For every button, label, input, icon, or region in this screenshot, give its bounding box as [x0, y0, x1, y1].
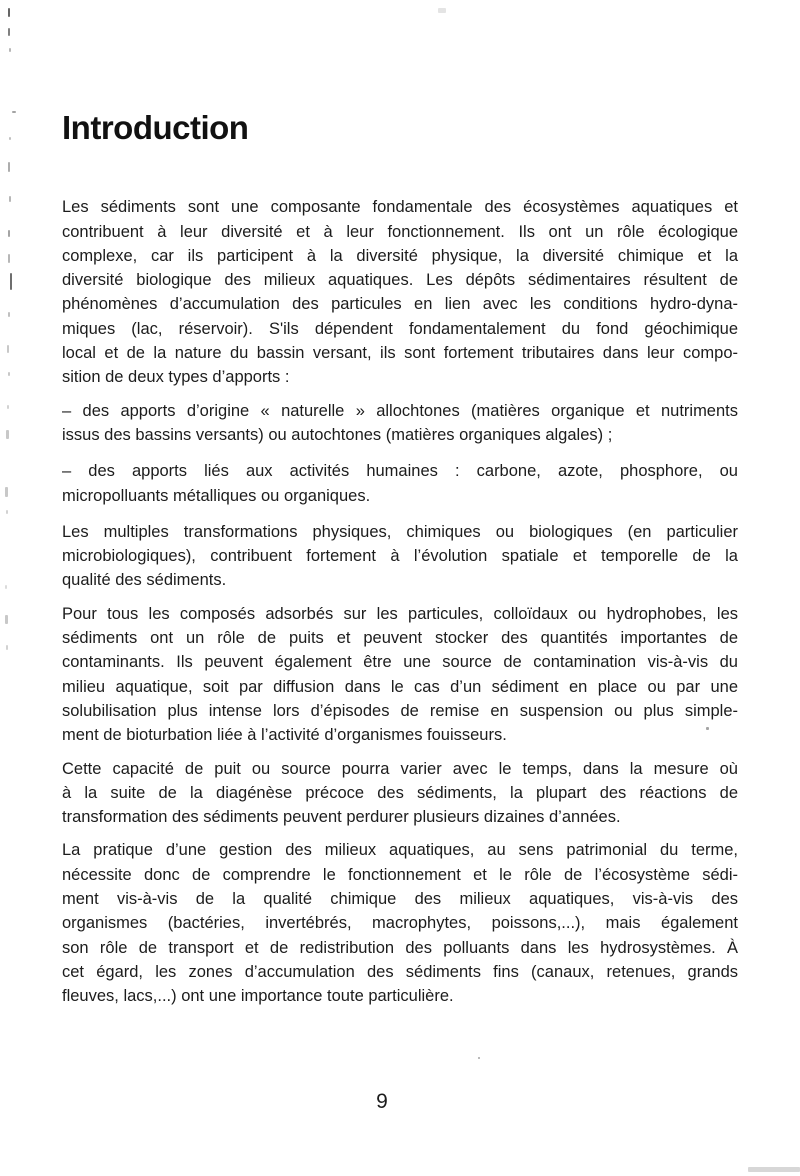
scan-speck	[9, 196, 11, 202]
text-line: qualité des sédiments.	[62, 571, 227, 590]
text-line: – des apports liés aux activités humaines : carbone, azote, phosphore, ou	[62, 462, 738, 481]
text-line: La pratique d’une gestion des milieux aquatiques, au sens patrimonial du terme,	[62, 841, 738, 860]
scan-speck	[8, 28, 10, 36]
scan-speck	[5, 585, 7, 589]
scan-speck	[478, 1057, 480, 1059]
text-line: organismes (bactéries, invertébrés, macrophytes, poissons,...), mais également	[62, 914, 738, 933]
text-line: phénomènes d’accumulation des particules en lien avec les conditions hydro-dyna-	[62, 295, 738, 314]
scan-speck	[8, 162, 10, 172]
scan-speck	[9, 48, 11, 52]
text-line: Cette capacité de puit ou source pourra varier avec le temps, dans la mesure où	[62, 759, 738, 778]
text-line: solubilisation plus intense lors d’épisodes de remise en suspension ou plus simple-	[62, 701, 738, 720]
text-line: complexe, car ils participent à la diversité physique, la diversité chimique et la	[62, 246, 738, 265]
scan-speck	[8, 372, 10, 376]
text-line: – des apports d’origine « naturelle » allochtones (matières organique et nutriments	[62, 401, 738, 420]
scan-smudge	[748, 1167, 800, 1172]
text-line: local et de la nature du bassin versant, ils sont fortement tributaires dans leur compo-	[62, 344, 738, 363]
paragraphs	[62, 195, 738, 1008]
text-line: contribuent à leur diversité et à leur fonctionnement. Ils ont un rôle écologique	[62, 222, 738, 241]
text-line: son rôle de transport et de redistribution des polluants dans les hydrosystèmes. À	[62, 938, 738, 957]
scan-speck	[5, 615, 8, 624]
scan-speck	[706, 727, 709, 730]
text-line: transformation des sédiments peuvent perdurer plusieurs dizaines d’années.	[62, 808, 621, 827]
text-line: Les sédiments sont une composante fondamentale des écosystèmes aquatiques et	[62, 198, 738, 217]
page-content	[62, 110, 738, 1018]
body-paragraph	[62, 757, 738, 830]
page-number: 9	[376, 1090, 388, 1113]
scan-speck	[7, 405, 9, 409]
bullet-paragraph	[62, 459, 738, 508]
scan-speck	[8, 254, 10, 263]
text-line: issus des bassins versants) ou autochtones (matières organiques algales) ;	[62, 425, 613, 444]
scan-speck	[8, 230, 10, 237]
body-paragraph	[62, 838, 738, 1008]
scan-speck	[9, 137, 11, 140]
text-line: cet égard, les zones d’accumulation des sédiments fins (canaux, retenues, grands	[62, 962, 738, 981]
text-line: diversité biologique des milieux aquatiques. Les dépôts sédimentaires résultent de	[62, 271, 738, 290]
text-line: micropolluants métalliques ou organiques.	[62, 486, 371, 505]
scan-speck	[12, 111, 16, 113]
text-line: contaminants. Ils peuvent également être une source de contamination vis-à-vis du	[62, 653, 738, 672]
scan-line	[10, 273, 12, 290]
scan-speck	[5, 487, 8, 497]
body-paragraph	[62, 520, 738, 593]
scan-speck	[8, 312, 10, 317]
text-line: microbiologiques), contribuent fortement à l’évolution spatiale et temporelle de la	[62, 547, 738, 566]
text-line: sédiments ont un rôle de puits et peuvent stocker des quantités importantes de	[62, 629, 738, 648]
text-line: sition de deux types d’apports :	[62, 368, 290, 387]
scan-speck	[6, 430, 9, 439]
text-line: ment vis-à-vis de la qualité chimique des milieux aquatiques, vis-à-vis des	[62, 890, 738, 909]
body-paragraph	[62, 602, 738, 748]
scan-speck	[8, 8, 10, 17]
scan-speck	[6, 510, 8, 514]
text-line: fleuves, lacs,...) ont une importance toute particulière.	[62, 987, 454, 1006]
bullet-paragraph	[62, 399, 738, 448]
page-title: Introduction	[62, 109, 249, 146]
body-paragraph	[62, 195, 738, 389]
text-line: à la suite de la diagénèse précoce des sédiments, la plupart des réactions de	[62, 783, 738, 802]
text-line: miques (lac, réservoir). S'ils dépendent fondamentalement du fond géochimique	[62, 319, 738, 338]
text-line: milieu aquatique, soit par diffusion dans le cas d’un sédiment en place ou par une	[62, 677, 738, 696]
scan-speck	[6, 645, 8, 650]
text-line: ment de bioturbation liée à l’activité d’organismes fouisseurs.	[62, 726, 507, 745]
text-line: nécessite donc de comprendre le fonctionnement et le rôle de l’écosystème sédi-	[62, 865, 738, 884]
scan-speck	[7, 345, 9, 353]
scan-speck	[438, 8, 446, 13]
text-line: Pour tous les composés adsorbés sur les particules, colloïdaux ou hydrophobes, les	[62, 604, 738, 623]
text-line: Les multiples transformations physiques, chimiques ou biologiques (en particulier	[62, 522, 738, 541]
